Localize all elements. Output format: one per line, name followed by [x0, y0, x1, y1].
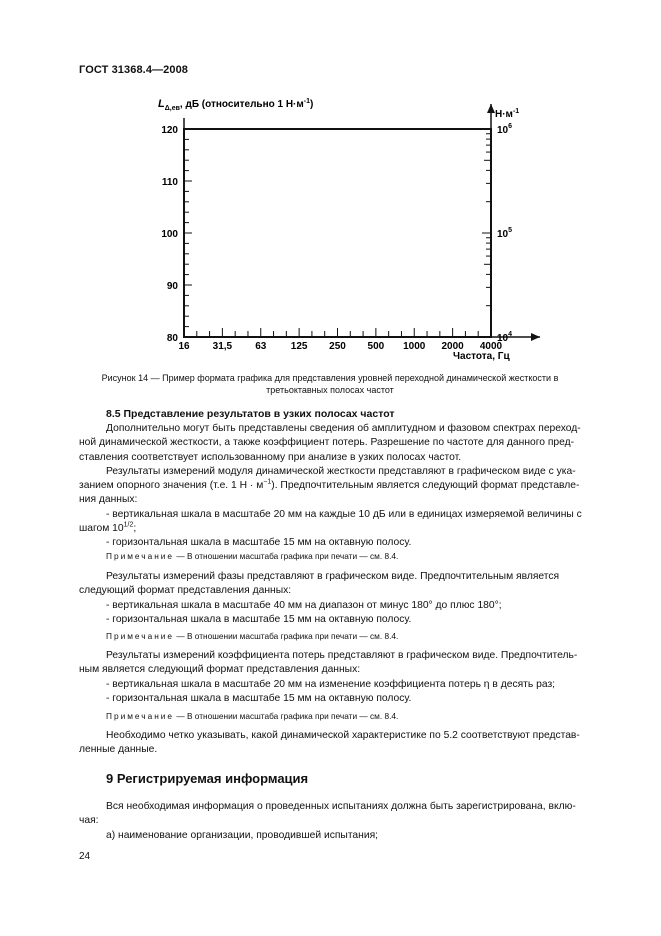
note-label: Примечание	[106, 711, 175, 721]
note-text: — В отношении масштаба графика при печати — см. 8.4.	[176, 711, 399, 721]
section-8-5-para-phase	[79, 570, 615, 627]
figure-caption	[60, 372, 600, 396]
y-axis-label-main: L	[158, 98, 165, 110]
right-tick-label-base: 10	[497, 333, 509, 344]
text-line: Необходимо четко указывать, какой динамической характеристике по 5.2 соответствуют представ-	[106, 730, 580, 741]
y-tick-label: 120	[161, 125, 178, 136]
text-span: ;	[133, 523, 137, 535]
text-line: чая:	[79, 815, 99, 827]
section-8-5-para-loss	[79, 649, 615, 706]
text-line: Результаты измерений фазы представляют в графическом виде. Предпочтительным является	[106, 571, 560, 582]
x-tick-label: 4000	[479, 341, 503, 352]
text-line: Вся необходимая информация о проведенных испытаниях должна быть зарегистрирована, вклю-	[106, 801, 576, 812]
right-tick-label-exp: 5	[508, 227, 513, 234]
bullet-item: - вертикальная шкала в масштабе 20 мм на изменение коэффициента потерь η в десять раз;	[106, 678, 556, 690]
x-tick-label: 250	[329, 341, 346, 352]
text-line: ной динамической жесткости, а также коэффициент потерь. Разрешение по частоте для данного пред-	[79, 437, 575, 449]
x-tick-label: 63	[255, 341, 267, 352]
page-number: 24	[79, 851, 91, 862]
text-line: ния данных:	[79, 494, 138, 506]
y-tick-label: 80	[166, 333, 178, 344]
chart-ticks	[184, 129, 491, 337]
y-tick-label: 100	[161, 229, 178, 240]
text-line: ленные данные.	[79, 744, 158, 756]
y-axis-label-close: )	[310, 99, 314, 110]
caption-line-1: Рисунок 14 — Пример формата графика для представления уровней переходной динамической жесткости в	[101, 373, 559, 383]
text-span: занием опорного значения (т.е. 1 Н · м	[79, 480, 264, 492]
text-span: шагом 10	[79, 523, 124, 535]
bullet-item: - горизонтальная шкала в масштабе 15 мм на октавную полосу.	[106, 692, 412, 704]
x-tick-label: 31,5	[212, 341, 233, 352]
y-axis-label-sub: Δ,ев	[164, 105, 180, 112]
right-tick-label-exp: 4	[508, 331, 513, 338]
caption-line-2: третьоктавных полосах частот	[266, 385, 394, 395]
bullet-item: - горизонтальная шкала в масштабе 15 мм на октавную полосу.	[106, 537, 412, 549]
x-tick-label: 500	[367, 341, 385, 352]
text-line: Дополнительно могут быть представлены сведения об амплитудном и фазовом спектрах переход-	[106, 423, 581, 434]
y-tick-label: 110	[161, 177, 178, 188]
note-label: Примечание	[106, 551, 175, 561]
superscript: 1/2	[123, 521, 134, 529]
text-line: следующий формат представления данных:	[79, 585, 292, 597]
x-axis-arrow-icon	[531, 333, 540, 341]
text-line: ным является следующий формат представления данных:	[79, 664, 361, 676]
right-tick-label-base: 10	[497, 229, 509, 240]
superscript: −1	[263, 478, 272, 486]
x-tick-label: 125	[290, 341, 308, 352]
document-header: ГОСТ 31368.4—2008	[79, 64, 189, 76]
note-1	[106, 551, 398, 561]
right-tick-label-exp: 6	[508, 123, 513, 130]
section-9-heading: 9 Регистрируемая информация	[106, 771, 309, 786]
note-2	[106, 631, 398, 641]
x-tick-label: 1000	[403, 341, 426, 352]
x-tick-label: 16	[178, 341, 190, 352]
y-axis-label	[158, 98, 313, 112]
text-line: ставления соответствует использованному при анализе в узких полосах частот.	[79, 451, 462, 463]
text-span: ). Предпочтительным является следующий формат представле-	[271, 480, 580, 492]
bullet-item: - горизонтальная шкала в масштабе 15 мм на октавную полосу.	[106, 613, 412, 625]
right-axis-label-exp: -1	[512, 108, 520, 115]
x-tick-label: 2000	[441, 341, 464, 352]
bullet-item: - вертикальная шкала в масштабе 40 мм на диапазон от минус 180° до плюс 180°;	[106, 599, 502, 611]
x-axis-label: Частота, Гц	[453, 351, 510, 362]
right-axis-label	[495, 108, 519, 120]
section-8-5-para-1	[79, 422, 615, 551]
bullet-item-continuation	[79, 522, 615, 536]
section-8-5-heading: 8.5 Представление результатов в узких полосах частот	[106, 408, 395, 420]
note-text: — В отношении масштаба графика при печати — см. 8.4.	[176, 631, 399, 641]
y-tick-label: 90	[166, 281, 178, 292]
text-line	[79, 479, 615, 493]
right-tick-label-base: 10	[497, 125, 509, 136]
plot-frame	[184, 129, 491, 337]
note-label: Примечание	[106, 631, 175, 641]
note-text: — В отношении масштаба графика при печати — см. 8.4.	[176, 551, 399, 561]
y-axis-label-rest: , дБ (относительно 1 Н·м	[179, 99, 304, 110]
text-line: Результаты измерений модуля динамической жесткости представляют в графическом виде с ука-	[106, 465, 576, 477]
text-line: Результаты измерений коэффициента потерь представляют в графическом виде. Предпочтитель-	[106, 650, 578, 661]
list-item: а) наименование организации, проводившей испытания;	[106, 829, 379, 841]
right-tick-label	[497, 123, 512, 136]
right-axis-label-main: Н·м	[495, 109, 513, 120]
note-3	[106, 711, 398, 721]
section-8-5-para-final	[79, 729, 615, 758]
bullet-item: - вертикальная шкала в масштабе 20 мм на каждые 10 дБ или в единицах измеряемой величины с	[106, 508, 582, 520]
dynamic-stiffness-chart-template	[0, 0, 661, 370]
section-9-para	[79, 800, 615, 843]
right-tick-label	[497, 227, 512, 240]
chart-tick-labels	[161, 123, 512, 352]
right-axis-arrow-icon	[487, 104, 495, 113]
y-axis-label-exp: -1	[303, 98, 311, 105]
